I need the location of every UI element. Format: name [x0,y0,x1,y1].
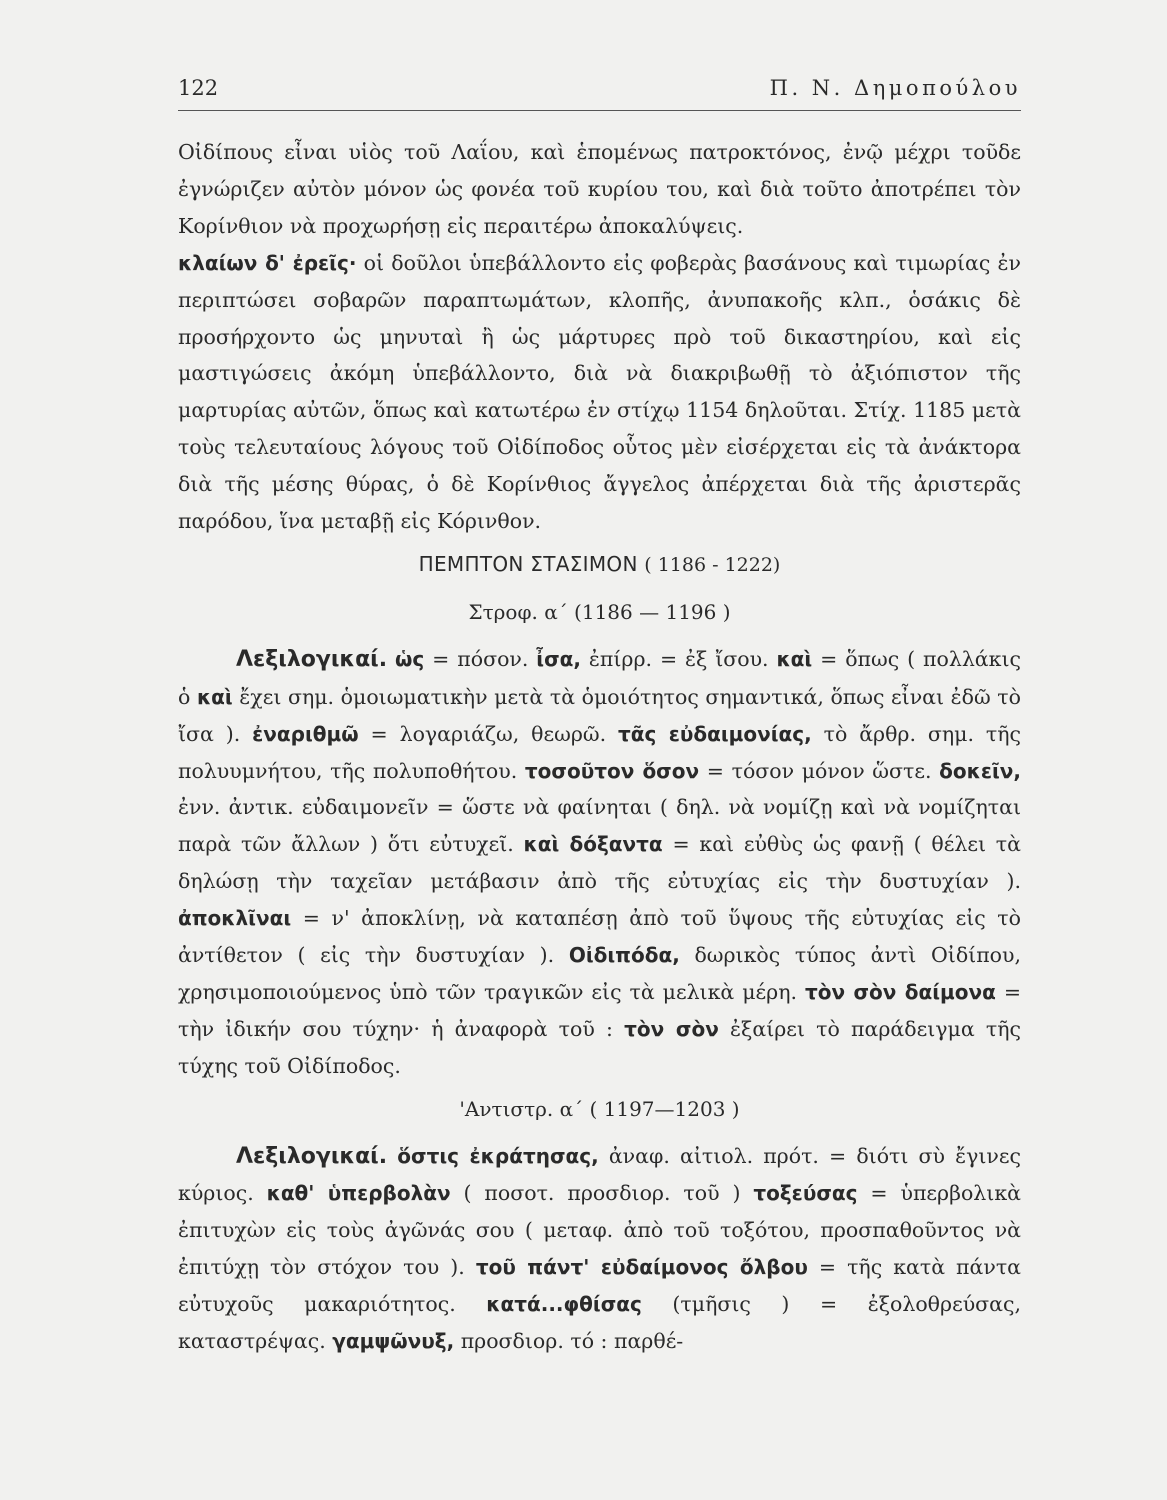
lemma: κατά...φθίσας [486,1292,642,1317]
gloss: = ὅπως ( πολλάκις ὁ [178,646,1021,709]
gloss: (τμῆσις ) = ἐξολοθρεύσας, καταστρέψας. [178,1292,1021,1354]
lemma: ἶσα, [536,646,582,671]
gloss: = πόσον. [424,646,537,671]
lemma: καὶ [196,684,233,709]
commentary-text: οἱ δοῦλοι ὑπεβάλλοντο εἰς φοβερὰς βασάνους καὶ τιμωρίας ἐν περιπτώσει σοβαρῶν παραπτωμάτων, κλοπῆς, ἀνυπακοῆς κλπ., ὁσάκις δὲ προσήρχοντο ὡς μηνυταὶ ἢ ὡς μάρτυρες πρὸ τοῦ δικαστηρίου, καὶ εἰς μαστιγώσεις ἀκόμη ὑπεβάλλοντο, διὰ νὰ διακριβωθῇ τὸ ἀξιόπιστον τῆς μαρτυρίας αὐτῶν, ὅπως καὶ κατωτέρω ἐν στίχῳ 1154 δηλοῦται. Στίχ. 1185 μετὰ τοὺς τελευταίους λόγους τοῦ Οἰδίποδος οὗτος μὲν εἰσέρχεται εἰς τὰ ἀνάκτορα διὰ τῆς μέσης θύρας, ὁ δὲ Κορίνθιος ἄγγελος ἀπέρχεται διὰ τῆς ἀριστερᾶς παρόδου, ἵνα μεταβῇ εἰς Κόρινθον. [178,250,1021,534]
gloss: τὸ ἄρθρ. σημ. τῆς πολυυμνήτου, τῆς πολυποθήτου. [178,721,1022,783]
section-range: ( 1186 - 1222) [644,553,781,576]
section-title: ΠΕΜΠΤΟΝ ΣΤΑΣΙΜΟΝ [418,551,638,576]
lemma: Οἰδιπόδα, [568,943,680,968]
gloss: = ν' ἀποκλίνῃ, νὰ καταπέσῃ ἀπὸ τοῦ ὕψους τῆς εὐτυχίας εἰς τὸ ἀντίθετον ( εἰς τὴν δυστυχίαν ). [178,906,1021,968]
vocab-label: Λεξιλογικαί. [236,1143,388,1169]
paragraph-2 [178,245,1021,540]
vocab-label: Λεξιλογικαί. [236,646,388,672]
antistrophe-heading: 'Αντιστρ. α΄ ( 1197—1203 ) [459,1096,740,1121]
paragraph-1: Οἰδίπους εἶναι υἱὸς τοῦ Λαΐου, καὶ ἑπομένως πατροκτόνος, ἐνῷ μέχρι τοῦδε ἐγνώριζεν αὐτὸν μόνον ὡς φονέα τοῦ κυρίου του, καὶ διὰ τοῦτο ἀποτρέπει τὸν Κορίνθιον νὰ προχωρήσῃ εἰς περαιτέρω ἀποκαλύψεις. [178,140,1021,238]
lemma: καθ' ὑπερβολὰν [266,1181,451,1206]
lemma: τοσοῦτον ὅσον [524,758,700,783]
running-head: Π. Ν. Δημοπούλου [769,76,1021,100]
lemma: καὶ [776,646,813,671]
strophe-heading: Στροφ. α΄ (1186 — 1196 ) [468,599,731,624]
gloss: ( ποσοτ. προσδιορ. τοῦ ) [450,1181,754,1206]
gloss: ἐνν. ἀντικ. εὐδαιμονεῖν = ὥστε νὰ φαίνηται ( δηλ. νὰ νομίζῃ καὶ νὰ νομίζηται παρὰ τῶν ἄλλων ) ὅτι εὐτυχεῖ. [178,795,1021,857]
gloss: = ὑπερβολικὰ ἐπιτυχὼν εἰς τοὺς ἀγῶνάς σου ( μεταφ. ἀπὸ τοῦ τοξότου, προσπαθοῦντος νὰ ἐπιτύχῃ τὸν στόχον του ). [178,1181,1021,1280]
page-number: 122 [178,76,219,100]
lemma: ὡς [395,646,425,671]
vocabulary-paragraph-1 [178,641,1021,1085]
lemma: κλαίων δ' ἐρεῖς· [178,250,357,275]
lemma: τοῦ πάντ' εὐδαίμονος ὄλβου [475,1255,808,1280]
page-header [178,76,1021,111]
lemma: δοκεῖν, [939,758,1021,783]
lemma: τὸν σὸν δαίμονα [804,979,996,1004]
gloss: = καὶ εὐθὺς ὡς φανῇ ( θέλει τὰ δηλώσῃ τὴν ταχεῖαν μετάβασιν ἀπὸ τῆς εὐτυχίας εἰς τὴν δυστυχίαν ). [178,832,1021,894]
lemma: τοξεύσας [753,1181,858,1206]
gloss: ἐξαίρει τὸ παράδειγμα τῆς τύχης τοῦ Οἰδίποδος. [178,1016,1021,1078]
section-heading [178,546,1021,584]
gloss: = λογαριάζω, θεωρῶ. [358,721,619,746]
gloss: ἐπίρρ. = ἐξ ἴσου. [581,646,777,671]
gloss: ἀναφ. αἰτιολ. πρότ. = διότι σὺ ἔγινες κύριος. [178,1143,1021,1206]
gloss: = τῆς κατὰ πάντα εὐτυχοῦς μακαριότητος. [178,1255,1022,1317]
vocabulary-paragraph-2 [178,1138,1021,1360]
lemma: ἐναριθμῶ [252,721,359,746]
gloss: = τὴν ἰδικήν σου τύχην· ἡ ἀναφορὰ τοῦ : [178,979,1021,1041]
lemma: τὸν σὸν [624,1016,719,1041]
page-body [178,134,1021,1360]
gloss: προσδιορ. τό : παρθέ- [454,1329,684,1354]
gloss: δωρικὸς τύπος ἀντὶ Οἰδίπου, χρησιμοποιούμενος ὑπὸ τῶν τραγικῶν εἰς τὰ μελικὰ μέρη. [178,943,1021,1004]
lemma: καὶ δόξαντα [523,832,663,857]
gloss: = τόσον μόνον ὥστε. [699,758,940,783]
lemma: ἀποκλῖναι [178,906,292,931]
lemma: γαμψῶνυξ, [332,1329,455,1354]
lemma: ὅστις ἐκράτησας, [397,1143,599,1168]
gloss: ἔχει σημ. ὁμοιωματικὴν μετὰ τὰ ὁμοιότητος σημαντικά, ὅπως εἶναι ἐδῶ τὸ ἴσα ). [178,684,1021,746]
lemma: τᾶς εὐδαιμονίας, [618,721,812,746]
